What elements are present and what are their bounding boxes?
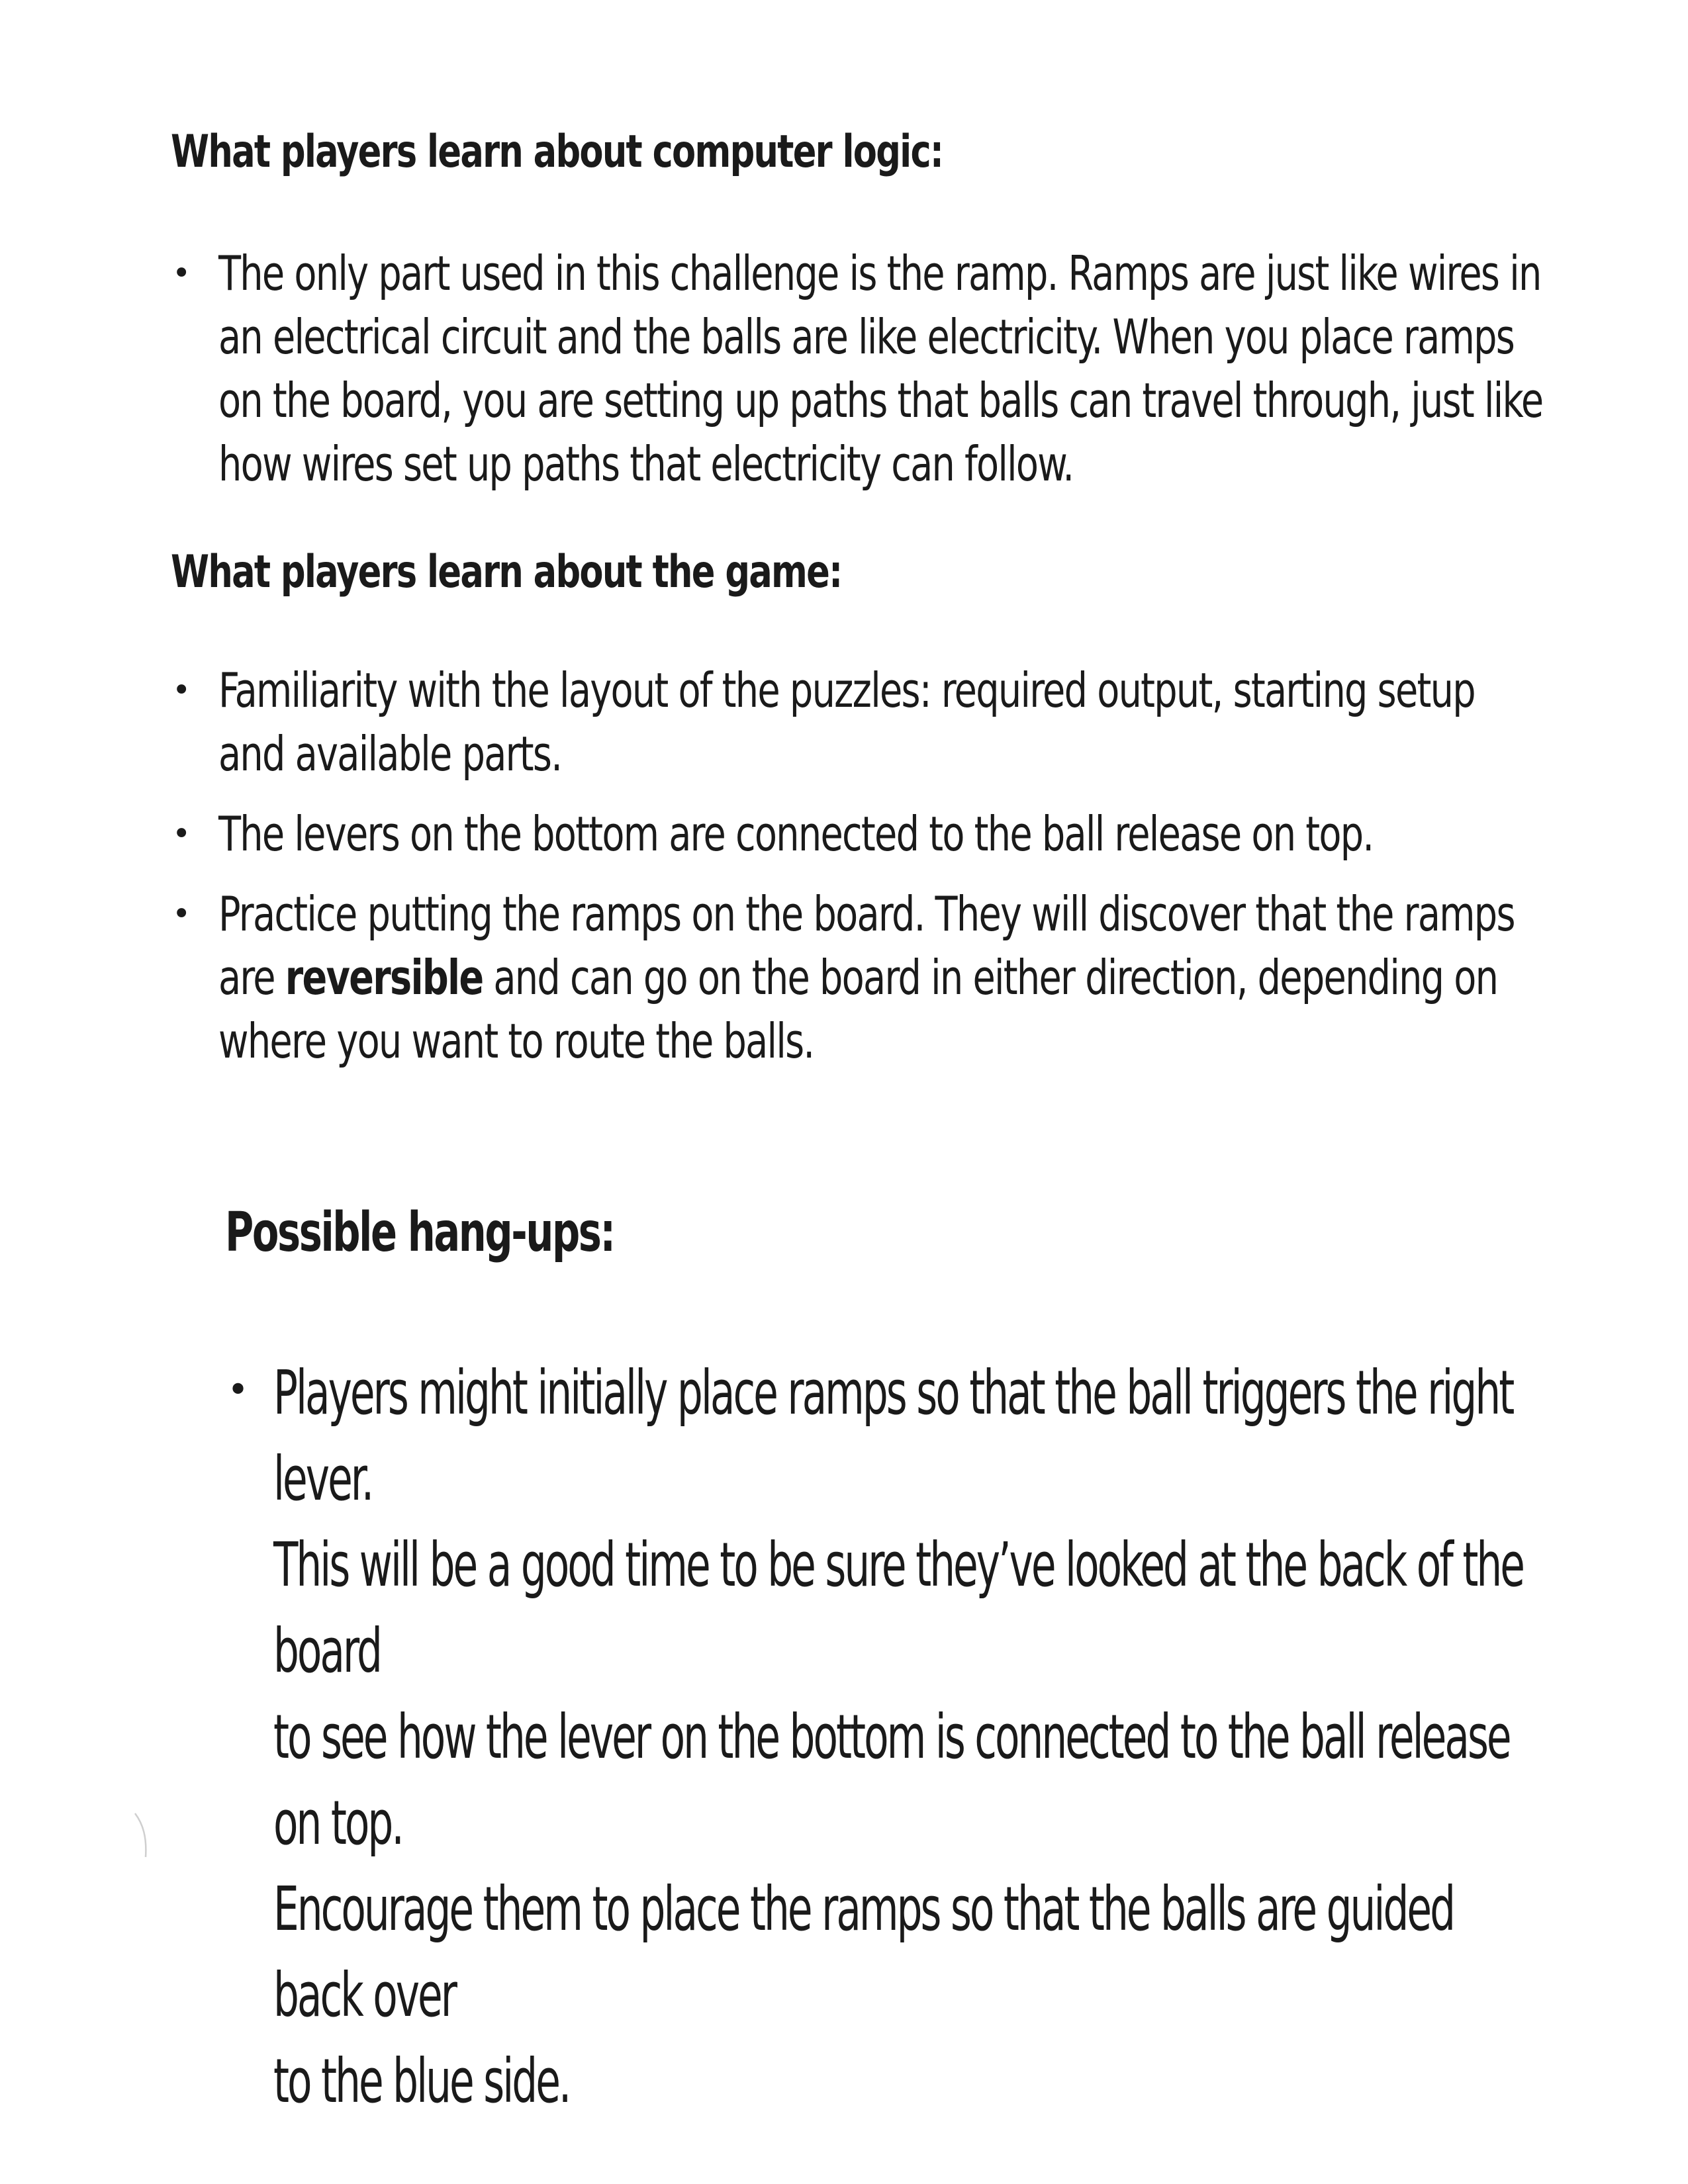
computer-logic-list: [172, 242, 1543, 496]
text-segment: Practice putting the ramps on the board. They will discover that the ramps are: [218, 886, 1515, 1005]
list-item-text: The levers on the bottom are connected to the ball release on top.: [218, 806, 1374, 862]
bullet-icon: •: [172, 815, 191, 852]
list-item: [172, 242, 1543, 496]
stray-scan-mark: [132, 1812, 152, 1858]
reversible-emphasis: reversible: [285, 950, 483, 1005]
hang-ups-heading: Possible hang-ups:: [225, 1201, 614, 1264]
hang-ups-list: [227, 1350, 1531, 2124]
list-item-text: Players might initially place ramps so that the ball triggers the right lever. This will be a good time to be sure they’ve looked at the back of the board to see how the lever on the bottom is connected to the ball release on top. Encourage them to place the ramps so that the balls are guided back over to the blue side.: [273, 1357, 1524, 2116]
list-item: [172, 802, 1542, 866]
bullet-icon: •: [227, 1369, 250, 1412]
bullet-icon: •: [172, 895, 191, 933]
text-segment: and can go on the board in either direction, depending on where you want to route the balls.: [218, 950, 1498, 1069]
bullet-icon: •: [172, 255, 191, 292]
list-item: [172, 659, 1542, 786]
list-item: [227, 1350, 1531, 2124]
bullet-icon: •: [172, 672, 191, 709]
game-heading: What players learn about the game:: [171, 546, 842, 598]
list-item-text-reversible: [218, 882, 1545, 1073]
list-item: [172, 882, 1542, 1073]
list-item-text: The only part used in this challenge is the ramp. Ramps are just like wires in an electrical circuit and the balls are like electricity. When you place ramps on the board, you are setting up paths that balls can travel through, just like how wires set up paths that electricity can follow.: [218, 246, 1543, 492]
computer-logic-heading: What players learn about computer logic:: [171, 126, 943, 178]
game-list: [172, 659, 1542, 1073]
list-item-text: Familiarity with the layout of the puzzles: required output, starting setup and available parts.: [218, 662, 1475, 782]
